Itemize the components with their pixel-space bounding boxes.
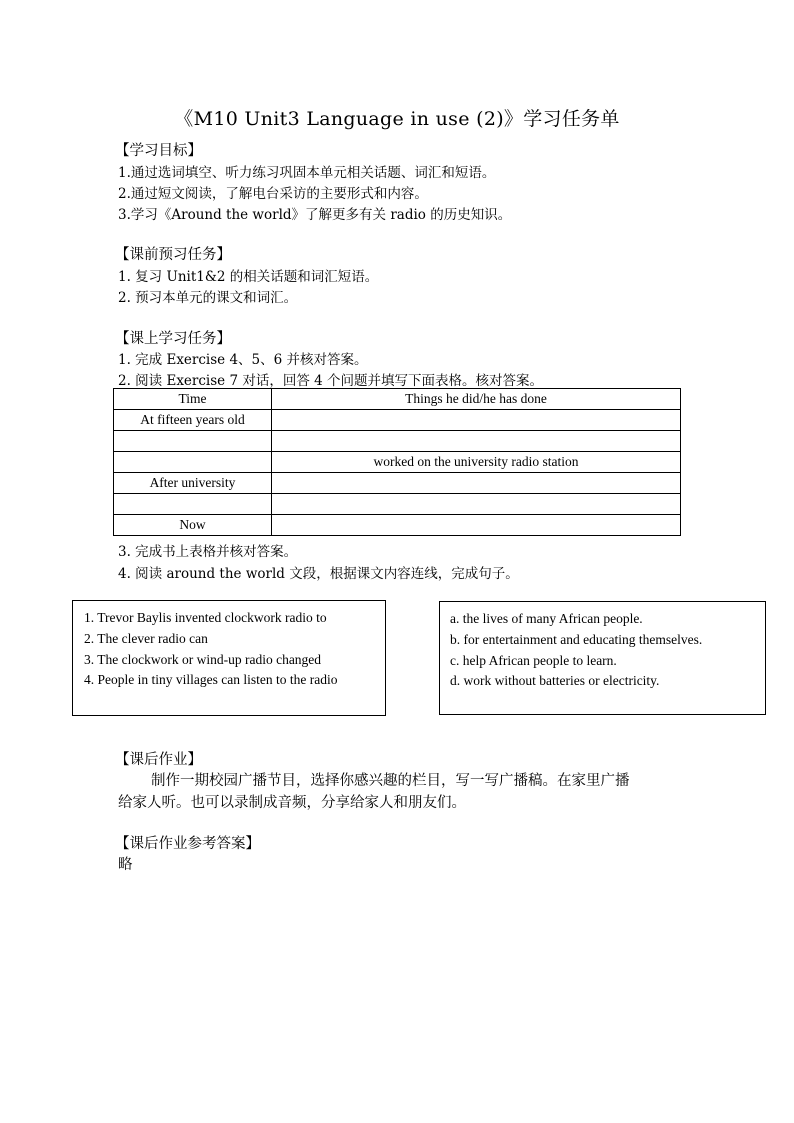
objective-item: 2.通过短文阅读，了解电台采访的主要形式和内容。 [118,186,428,202]
table-cell [272,431,681,452]
match-left-item: 3. The clockwork or wind-up radio changed [84,651,322,667]
table-row [114,452,681,473]
inclass-item: 2. 阅读 Exercise 7 对话，回答 4 个问题并填写下面表格。核对答案。 [118,373,544,389]
table-cell [114,494,272,515]
page-title: 《M10 Unit3 Language in use (2)》学习任务单 [174,108,620,130]
match-left-box [72,600,386,716]
table-row [114,410,681,431]
match-right-box [439,601,766,715]
match-right-item: b. for entertainment and educating themselves. [450,631,703,647]
table-cell [114,452,272,473]
table-cell [272,473,681,494]
homework-heading: 【课后作业】 [115,752,202,768]
inclass-heading: 【课上学习任务】 [115,331,231,347]
table-cell: Now [114,515,272,536]
table-row [114,515,681,536]
table-cell [272,515,681,536]
homework-text-line1: 制作一期校园广播节目，选择你感兴趣的栏目，写一写广播稿。在家里广播 [151,773,630,789]
inclass-item: 3. 完成书上表格并核对答案。 [118,544,298,560]
activity-table [113,388,681,536]
match-right-item: c. help African people to learn. [450,652,617,668]
table-row [114,473,681,494]
answers-heading: 【课后作业参考答案】 [115,836,260,852]
objective-item: 1.通过选词填空、听力练习巩固本单元相关话题、词汇和短语。 [118,165,496,181]
table-cell: worked on the university radio station [272,452,681,473]
objective-item: 3.学习《Around the world》了解更多有关 radio 的历史知识。 [118,207,512,223]
inclass-item: 1. 完成 Exercise 4、5、6 并核对答案。 [118,352,368,368]
table-cell: After university [114,473,272,494]
match-right-item: a. the lives of many African people. [450,611,643,626]
homework-text-line2: 给家人听。也可以录制成音频，分享给家人和朋友们。 [118,795,466,811]
table-cell [272,410,681,431]
inclass-item: 4. 阅读 around the world 文段，根据课文内容连线，完成句子。 [118,566,519,582]
answers-text: 略 [118,857,133,873]
table-cell [272,494,681,515]
match-left-item: 1. Trevor Baylis invented clockwork radio to [84,610,327,625]
table-header-row [114,389,681,410]
table-header-things: Things he did/he has done [272,389,681,410]
match-right-item: d. work without batteries or electricity. [450,673,660,689]
table-row [114,494,681,515]
preview-item: 1. 复习 Unit1&2 的相关话题和词汇短语。 [118,269,379,285]
preview-item: 2. 预习本单元的课文和词汇。 [118,290,298,306]
preview-heading: 【课前预习任务】 [115,247,231,263]
table-cell [114,431,272,452]
match-left-item: 4. People in tiny villages can listen to the radio [84,672,338,688]
table-row [114,431,681,452]
table-header-time: Time [114,389,272,410]
match-left-item: 2. The clever radio can [84,630,208,646]
table-cell: At fifteen years old [114,410,272,431]
objectives-heading: 【学习目标】 [115,143,202,159]
